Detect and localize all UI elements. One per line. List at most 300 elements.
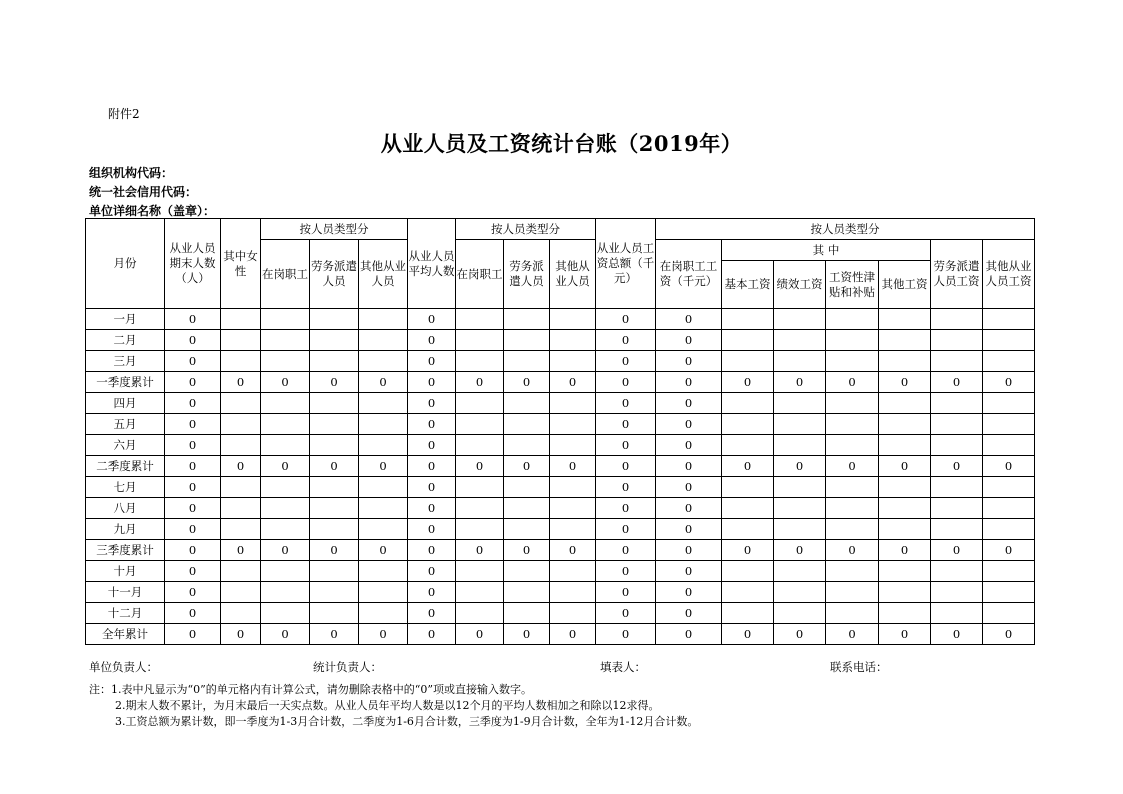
data-cell[interactable] <box>550 351 596 372</box>
data-cell[interactable] <box>879 351 931 372</box>
table-row <box>86 330 1035 351</box>
data-cell[interactable] <box>359 309 408 330</box>
data-cell[interactable] <box>931 582 983 603</box>
data-cell[interactable]: 0 <box>879 372 931 393</box>
data-cell[interactable] <box>359 414 408 435</box>
data-cell[interactable]: 0 <box>504 540 550 561</box>
data-cell[interactable]: 0 <box>310 624 359 645</box>
data-cell[interactable]: 0 <box>596 498 656 519</box>
data-cell[interactable] <box>221 477 261 498</box>
data-cell[interactable] <box>983 393 1035 414</box>
data-cell[interactable]: 0 <box>596 456 656 477</box>
data-cell[interactable] <box>931 393 983 414</box>
data-cell[interactable] <box>261 561 310 582</box>
data-cell[interactable]: 0 <box>596 624 656 645</box>
data-cell[interactable]: 0 <box>983 624 1035 645</box>
data-cell[interactable]: 0 <box>596 582 656 603</box>
data-cell[interactable]: 0 <box>408 309 456 330</box>
data-cell[interactable]: 0 <box>408 414 456 435</box>
data-cell[interactable] <box>550 414 596 435</box>
data-cell[interactable] <box>504 414 550 435</box>
data-cell[interactable]: 0 <box>774 456 826 477</box>
data-cell[interactable] <box>221 330 261 351</box>
data-cell[interactable]: 0 <box>596 561 656 582</box>
data-cell[interactable] <box>774 603 826 624</box>
data-cell[interactable]: 0 <box>310 456 359 477</box>
data-cell[interactable] <box>221 393 261 414</box>
data-cell[interactable] <box>722 477 774 498</box>
data-cell[interactable]: 0 <box>983 540 1035 561</box>
data-cell[interactable] <box>774 477 826 498</box>
data-cell[interactable]: 0 <box>656 351 722 372</box>
data-cell[interactable] <box>826 393 879 414</box>
data-cell[interactable]: 0 <box>261 624 310 645</box>
data-cell[interactable]: 0 <box>165 540 221 561</box>
data-cell[interactable] <box>983 351 1035 372</box>
data-cell[interactable]: 0 <box>656 540 722 561</box>
data-cell[interactable]: 0 <box>408 330 456 351</box>
data-cell[interactable]: 0 <box>310 372 359 393</box>
data-cell[interactable]: 0 <box>879 540 931 561</box>
data-cell[interactable] <box>879 477 931 498</box>
month-cell: 十月 <box>86 561 165 582</box>
data-cell[interactable] <box>221 519 261 540</box>
data-cell[interactable] <box>310 351 359 372</box>
data-cell[interactable]: 0 <box>408 393 456 414</box>
header-by-type-2: 按人员类型分 <box>456 219 596 240</box>
data-cell[interactable] <box>221 582 261 603</box>
data-cell[interactable] <box>774 330 826 351</box>
data-cell[interactable] <box>504 351 550 372</box>
data-cell[interactable] <box>310 435 359 456</box>
data-cell[interactable]: 0 <box>983 372 1035 393</box>
data-cell[interactable]: 0 <box>456 456 504 477</box>
data-cell[interactable] <box>456 309 504 330</box>
data-cell[interactable]: 0 <box>408 477 456 498</box>
data-cell[interactable] <box>359 498 408 519</box>
data-cell[interactable] <box>359 435 408 456</box>
data-cell[interactable] <box>310 330 359 351</box>
data-cell[interactable]: 0 <box>722 624 774 645</box>
data-cell[interactable]: 0 <box>408 624 456 645</box>
header-dispatch-1: 劳务派遣人员 <box>310 240 359 309</box>
data-cell[interactable] <box>359 561 408 582</box>
data-cell[interactable] <box>983 603 1035 624</box>
attachment-label: 附件2 <box>108 107 140 121</box>
stats-head-signature: 统计负责人： <box>313 660 382 674</box>
header-other-1: 其他从业人员 <box>359 240 408 309</box>
data-cell[interactable] <box>456 330 504 351</box>
data-cell[interactable] <box>261 351 310 372</box>
data-cell[interactable]: 0 <box>596 477 656 498</box>
data-cell[interactable] <box>261 498 310 519</box>
data-cell[interactable]: 0 <box>359 456 408 477</box>
table-row <box>86 561 1035 582</box>
month-cell: 七月 <box>86 477 165 498</box>
data-cell[interactable]: 0 <box>504 372 550 393</box>
data-cell[interactable]: 0 <box>165 603 221 624</box>
data-cell[interactable] <box>456 351 504 372</box>
data-cell[interactable] <box>261 519 310 540</box>
page-title: 从业人员及工资统计台账（2019年） <box>380 131 743 156</box>
data-cell[interactable] <box>221 561 261 582</box>
data-cell[interactable]: 0 <box>826 372 879 393</box>
data-cell[interactable] <box>983 477 1035 498</box>
data-cell[interactable] <box>359 330 408 351</box>
data-cell[interactable] <box>550 561 596 582</box>
data-cell[interactable] <box>504 603 550 624</box>
data-cell[interactable]: 0 <box>656 456 722 477</box>
data-cell[interactable] <box>722 330 774 351</box>
data-cell[interactable] <box>826 603 879 624</box>
data-cell[interactable] <box>722 351 774 372</box>
data-cell[interactable] <box>456 561 504 582</box>
data-cell[interactable] <box>261 582 310 603</box>
data-cell[interactable] <box>774 351 826 372</box>
data-cell[interactable]: 0 <box>456 540 504 561</box>
data-cell[interactable] <box>826 582 879 603</box>
data-cell[interactable]: 0 <box>310 540 359 561</box>
data-cell[interactable]: 0 <box>656 477 722 498</box>
table-row <box>86 477 1035 498</box>
org-code-label: 组织机构代码： <box>89 166 174 180</box>
data-cell[interactable] <box>983 498 1035 519</box>
data-cell[interactable]: 0 <box>656 393 722 414</box>
data-cell[interactable]: 0 <box>165 414 221 435</box>
table-row <box>86 456 1035 477</box>
data-cell[interactable] <box>221 498 261 519</box>
data-cell[interactable]: 0 <box>165 393 221 414</box>
data-cell[interactable] <box>310 498 359 519</box>
data-cell[interactable] <box>826 498 879 519</box>
data-cell[interactable]: 0 <box>165 498 221 519</box>
table-row <box>86 582 1035 603</box>
data-cell[interactable]: 0 <box>656 435 722 456</box>
data-cell[interactable]: 0 <box>261 456 310 477</box>
data-cell[interactable] <box>774 561 826 582</box>
data-cell[interactable] <box>456 498 504 519</box>
header-onpost-1: 在岗职工 <box>261 240 310 309</box>
data-cell[interactable]: 0 <box>550 540 596 561</box>
data-cell[interactable]: 0 <box>826 624 879 645</box>
data-cell[interactable] <box>983 414 1035 435</box>
data-cell[interactable]: 0 <box>656 372 722 393</box>
data-cell[interactable] <box>504 393 550 414</box>
data-cell[interactable]: 0 <box>931 372 983 393</box>
data-cell[interactable] <box>774 414 826 435</box>
data-cell[interactable] <box>550 309 596 330</box>
data-cell[interactable] <box>550 498 596 519</box>
data-cell[interactable]: 0 <box>408 519 456 540</box>
data-cell[interactable] <box>261 309 310 330</box>
data-cell[interactable]: 0 <box>456 372 504 393</box>
data-cell[interactable] <box>722 393 774 414</box>
data-cell[interactable]: 0 <box>879 624 931 645</box>
data-cell[interactable] <box>826 519 879 540</box>
data-cell[interactable] <box>504 330 550 351</box>
data-cell[interactable]: 0 <box>165 624 221 645</box>
data-cell[interactable] <box>504 561 550 582</box>
data-cell[interactable] <box>879 330 931 351</box>
table-row <box>86 498 1035 519</box>
data-cell[interactable]: 0 <box>774 540 826 561</box>
month-cell: 四月 <box>86 393 165 414</box>
data-cell[interactable] <box>931 519 983 540</box>
data-cell[interactable]: 0 <box>165 477 221 498</box>
data-cell[interactable]: 0 <box>504 624 550 645</box>
data-cell[interactable] <box>310 477 359 498</box>
data-cell[interactable]: 0 <box>656 309 722 330</box>
data-cell[interactable] <box>774 435 826 456</box>
data-cell[interactable] <box>774 309 826 330</box>
data-cell[interactable] <box>774 519 826 540</box>
data-cell[interactable]: 0 <box>221 540 261 561</box>
data-cell[interactable] <box>221 414 261 435</box>
data-cell[interactable] <box>774 582 826 603</box>
data-cell[interactable] <box>983 330 1035 351</box>
data-cell[interactable]: 0 <box>359 372 408 393</box>
data-cell[interactable] <box>504 477 550 498</box>
header-avg-count: 从业人员平均人数 <box>408 219 456 309</box>
data-cell[interactable]: 0 <box>165 372 221 393</box>
data-cell[interactable]: 0 <box>656 498 722 519</box>
data-cell[interactable]: 0 <box>596 414 656 435</box>
data-cell[interactable] <box>722 309 774 330</box>
header-wage-total: 从业人员工资总额（千元） <box>596 219 656 309</box>
data-cell[interactable]: 0 <box>722 456 774 477</box>
data-cell[interactable] <box>931 603 983 624</box>
data-cell[interactable]: 0 <box>408 351 456 372</box>
data-cell[interactable]: 0 <box>165 435 221 456</box>
data-cell[interactable] <box>221 603 261 624</box>
data-cell[interactable] <box>931 561 983 582</box>
data-cell[interactable] <box>879 435 931 456</box>
data-cell[interactable] <box>722 603 774 624</box>
data-cell[interactable] <box>550 477 596 498</box>
data-cell[interactable]: 0 <box>550 456 596 477</box>
data-cell[interactable]: 0 <box>408 456 456 477</box>
data-cell[interactable]: 0 <box>656 330 722 351</box>
data-cell[interactable] <box>221 351 261 372</box>
data-cell[interactable] <box>879 309 931 330</box>
data-cell[interactable] <box>310 582 359 603</box>
data-cell[interactable] <box>931 435 983 456</box>
data-cell[interactable] <box>310 414 359 435</box>
data-cell[interactable] <box>550 582 596 603</box>
data-cell[interactable] <box>550 435 596 456</box>
data-cell[interactable] <box>359 477 408 498</box>
data-cell[interactable] <box>550 603 596 624</box>
data-cell[interactable] <box>261 603 310 624</box>
data-cell[interactable] <box>826 351 879 372</box>
data-cell[interactable] <box>504 582 550 603</box>
data-cell[interactable]: 0 <box>656 561 722 582</box>
data-cell[interactable]: 0 <box>656 519 722 540</box>
data-cell[interactable] <box>261 477 310 498</box>
data-cell[interactable]: 0 <box>596 435 656 456</box>
data-cell[interactable]: 0 <box>261 540 310 561</box>
data-cell[interactable] <box>456 519 504 540</box>
data-cell[interactable]: 0 <box>774 624 826 645</box>
data-cell[interactable] <box>456 435 504 456</box>
data-cell[interactable] <box>983 519 1035 540</box>
data-cell[interactable]: 0 <box>596 393 656 414</box>
data-cell[interactable] <box>879 582 931 603</box>
data-cell[interactable] <box>359 393 408 414</box>
data-cell[interactable] <box>722 414 774 435</box>
data-cell[interactable]: 0 <box>596 540 656 561</box>
data-cell[interactable]: 0 <box>261 372 310 393</box>
data-cell[interactable]: 0 <box>722 540 774 561</box>
data-cell[interactable]: 0 <box>596 603 656 624</box>
data-cell[interactable] <box>359 519 408 540</box>
note-2: 2.期末人数不累计，为月末最后一天实点数。从业人员年平均人数是以12个月的平均人数相加之和除以12求得。 <box>115 699 660 712</box>
data-cell[interactable]: 0 <box>221 456 261 477</box>
data-cell[interactable]: 0 <box>656 414 722 435</box>
data-cell[interactable] <box>722 582 774 603</box>
data-cell[interactable] <box>879 393 931 414</box>
data-cell[interactable] <box>310 519 359 540</box>
data-cell[interactable]: 0 <box>165 582 221 603</box>
data-cell[interactable]: 0 <box>408 435 456 456</box>
data-cell[interactable] <box>722 561 774 582</box>
data-cell[interactable]: 0 <box>596 309 656 330</box>
data-cell[interactable] <box>504 309 550 330</box>
data-cell[interactable] <box>261 435 310 456</box>
data-cell[interactable] <box>722 519 774 540</box>
data-cell[interactable]: 0 <box>550 624 596 645</box>
data-cell[interactable]: 0 <box>408 372 456 393</box>
data-cell[interactable] <box>504 519 550 540</box>
month-cell: 二季度累计 <box>86 456 165 477</box>
data-cell[interactable]: 0 <box>165 351 221 372</box>
data-cell[interactable] <box>359 351 408 372</box>
data-cell[interactable] <box>722 435 774 456</box>
data-cell[interactable]: 0 <box>408 498 456 519</box>
data-cell[interactable] <box>826 309 879 330</box>
data-cell[interactable] <box>310 603 359 624</box>
data-cell[interactable] <box>879 561 931 582</box>
data-cell[interactable]: 0 <box>656 603 722 624</box>
data-cell[interactable]: 0 <box>165 309 221 330</box>
header-month: 月份 <box>86 219 165 309</box>
data-cell[interactable] <box>456 393 504 414</box>
data-cell[interactable] <box>931 309 983 330</box>
data-cell[interactable] <box>879 603 931 624</box>
data-cell[interactable] <box>261 330 310 351</box>
data-cell[interactable] <box>456 414 504 435</box>
data-cell[interactable] <box>504 435 550 456</box>
data-cell[interactable] <box>983 561 1035 582</box>
data-cell[interactable] <box>359 582 408 603</box>
data-cell[interactable] <box>456 603 504 624</box>
data-cell[interactable]: 0 <box>826 456 879 477</box>
data-cell[interactable]: 0 <box>165 519 221 540</box>
data-cell[interactable]: 0 <box>931 624 983 645</box>
month-cell: 二月 <box>86 330 165 351</box>
data-cell[interactable]: 0 <box>550 372 596 393</box>
data-cell[interactable]: 0 <box>165 456 221 477</box>
data-cell[interactable] <box>310 561 359 582</box>
data-cell[interactable]: 0 <box>656 624 722 645</box>
data-cell[interactable]: 0 <box>596 519 656 540</box>
data-cell[interactable] <box>550 393 596 414</box>
data-cell[interactable]: 0 <box>596 330 656 351</box>
data-cell[interactable] <box>983 309 1035 330</box>
data-cell[interactable] <box>722 498 774 519</box>
data-cell[interactable]: 0 <box>504 456 550 477</box>
data-cell[interactable] <box>931 498 983 519</box>
data-cell[interactable]: 0 <box>826 540 879 561</box>
data-cell[interactable] <box>221 309 261 330</box>
data-cell[interactable] <box>504 498 550 519</box>
data-cell[interactable] <box>261 414 310 435</box>
data-cell[interactable]: 0 <box>456 624 504 645</box>
data-cell[interactable] <box>879 498 931 519</box>
data-cell[interactable] <box>456 477 504 498</box>
data-cell[interactable]: 0 <box>408 540 456 561</box>
data-cell[interactable] <box>456 582 504 603</box>
note-3: 3.工资总额为累计数，即一季度为1-3月合计数，二季度为1-6月合计数，三季度为1-9月合计数，全年为1-12月合计数。 <box>115 715 699 728</box>
data-cell[interactable] <box>879 414 931 435</box>
data-cell[interactable]: 0 <box>774 372 826 393</box>
data-cell[interactable] <box>931 477 983 498</box>
data-cell[interactable]: 0 <box>408 561 456 582</box>
data-cell[interactable] <box>221 435 261 456</box>
data-cell[interactable] <box>826 330 879 351</box>
data-cell[interactable]: 0 <box>359 624 408 645</box>
data-cell[interactable]: 0 <box>359 540 408 561</box>
data-cell[interactable] <box>550 330 596 351</box>
data-cell[interactable] <box>550 519 596 540</box>
month-cell: 一月 <box>86 309 165 330</box>
data-cell[interactable]: 0 <box>165 330 221 351</box>
table-row <box>86 372 1035 393</box>
month-cell: 八月 <box>86 498 165 519</box>
data-cell[interactable]: 0 <box>983 456 1035 477</box>
data-cell[interactable] <box>359 603 408 624</box>
data-cell[interactable] <box>774 393 826 414</box>
data-cell[interactable]: 0 <box>722 372 774 393</box>
data-cell[interactable] <box>826 477 879 498</box>
data-cell[interactable]: 0 <box>931 540 983 561</box>
data-cell[interactable] <box>826 435 879 456</box>
data-cell[interactable]: 0 <box>656 582 722 603</box>
data-cell[interactable] <box>310 309 359 330</box>
data-cell[interactable]: 0 <box>596 372 656 393</box>
data-cell[interactable] <box>879 519 931 540</box>
data-cell[interactable]: 0 <box>221 624 261 645</box>
data-cell[interactable]: 0 <box>221 372 261 393</box>
data-cell[interactable] <box>983 435 1035 456</box>
data-cell[interactable] <box>931 330 983 351</box>
data-cell[interactable] <box>310 393 359 414</box>
data-cell[interactable] <box>261 393 310 414</box>
data-cell[interactable]: 0 <box>408 603 456 624</box>
data-cell[interactable]: 0 <box>596 351 656 372</box>
data-cell[interactable]: 0 <box>165 561 221 582</box>
data-cell[interactable] <box>983 582 1035 603</box>
data-cell[interactable] <box>931 351 983 372</box>
data-cell[interactable]: 0 <box>931 456 983 477</box>
data-cell[interactable] <box>931 414 983 435</box>
data-cell[interactable]: 0 <box>408 582 456 603</box>
header-other-wage: 其他工资 <box>879 261 931 309</box>
data-cell[interactable] <box>826 414 879 435</box>
data-cell[interactable] <box>774 498 826 519</box>
data-cell[interactable] <box>826 561 879 582</box>
data-cell[interactable]: 0 <box>879 456 931 477</box>
